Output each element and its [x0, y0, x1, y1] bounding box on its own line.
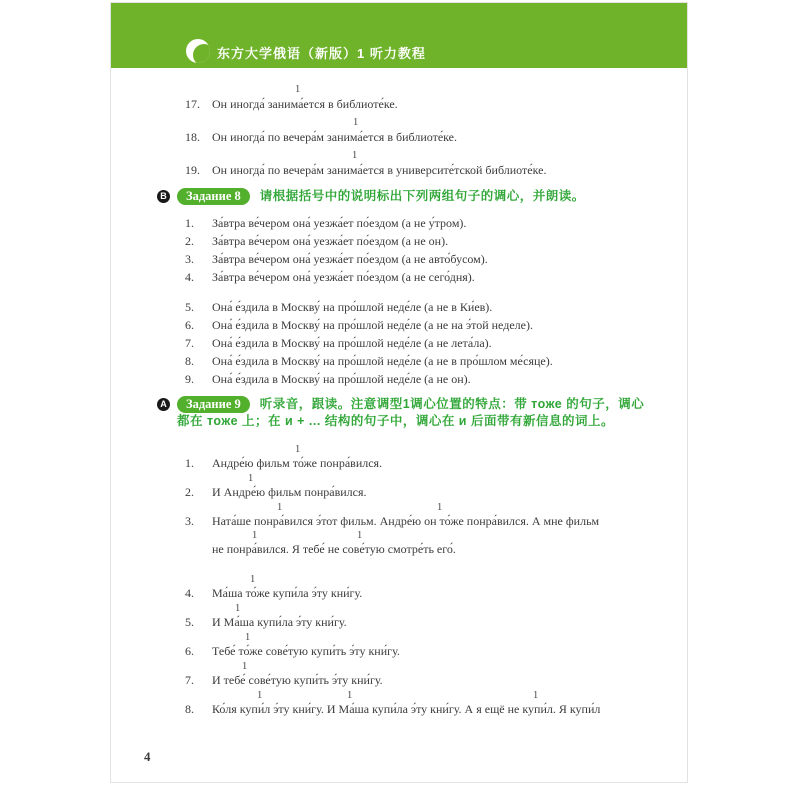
sentence-line	[111, 150, 687, 178]
sentence-text	[185, 352, 687, 370]
intonation-mark: 1	[295, 84, 301, 95]
intonation-mark: 1	[353, 117, 359, 128]
sentence-line	[111, 370, 687, 388]
item-number: 5.	[185, 299, 194, 314]
sentence-item	[111, 268, 687, 286]
sentence-text	[185, 129, 687, 145]
item-number: 5.	[185, 614, 194, 629]
sentence: Ната́ше понра́вился э́тот фильм. Андре́ю он то́же понра́вился. А мне фильм	[212, 513, 600, 528]
item-number: 17.	[185, 97, 200, 111]
sentence-text	[185, 643, 687, 660]
intonation-mark-row	[212, 117, 687, 129]
intro-sentence-list	[111, 84, 687, 178]
item-number: 8.	[185, 353, 194, 368]
item-number: 3.	[185, 513, 194, 528]
sentence: И тебе́ сове́тую купи́ть э́ту кни́гу.	[212, 672, 383, 687]
sentence-text	[185, 334, 687, 352]
audio-track-icon: B	[157, 190, 170, 203]
sentence-line	[111, 502, 687, 530]
sentence-line	[111, 117, 687, 145]
item-number: 18.	[185, 130, 200, 144]
sentence-text	[185, 455, 687, 472]
sentence-item	[111, 150, 687, 178]
item-number: 6.	[185, 317, 194, 332]
sentence: Она́ е́здила в Москву́ на про́шлой неде́ле (а не в Ки́ев).	[212, 299, 493, 314]
intonation-mark: 1	[242, 660, 248, 672]
sentence-text	[185, 701, 687, 718]
intonation-mark-row	[212, 574, 687, 585]
intonation-mark-row	[212, 84, 687, 96]
task-instruction: 请根据括号中的说明标出下列两组句子的调心，并朗读。	[259, 189, 585, 203]
intonation-mark-row	[212, 661, 687, 672]
sentence-text	[185, 268, 687, 286]
intonation-mark: 1	[257, 689, 263, 701]
item-number: 1.	[185, 455, 194, 470]
sentence: Тебе́ то́же сове́тую купи́ть э́ту кни́гу.	[212, 643, 400, 658]
intonation-mark: 1	[533, 689, 539, 701]
sentence-item	[111, 603, 687, 631]
sentence: Он иногда́ занима́ется в библиоте́ке.	[212, 97, 398, 111]
intonation-mark-row	[212, 690, 687, 701]
sentence: И Ма́ша купи́ла э́ту кни́гу.	[212, 614, 347, 629]
sentence-item	[111, 632, 687, 660]
intonation-mark: 1	[245, 631, 251, 643]
intonation-mark: 1	[437, 501, 443, 513]
sentence-line	[111, 603, 687, 631]
sentence: Ко́ля купи́л э́ту кни́гу. И Ма́ша купи́ла э́ту кни́гу. А я ещё не купи́л. Я купи́л	[212, 701, 601, 716]
intonation-mark-row	[212, 150, 687, 162]
sentence: Он иногда́ по вечера́м занима́ется в университе́тской библиоте́ке.	[212, 163, 547, 177]
sentence-text	[185, 232, 687, 250]
sentence: Она́ е́здила в Москву́ на про́шлой неде́ле (а не лета́ла).	[212, 335, 492, 350]
sentence-line	[111, 530, 687, 558]
sentence: За́втра ве́чером она́ уезжа́ет по́ездом (а не сего́дня).	[212, 269, 475, 284]
sentence-group	[111, 444, 687, 558]
sentence-line	[111, 444, 687, 472]
sentence-text	[185, 672, 687, 689]
item-number: 6.	[185, 643, 194, 658]
intonation-mark-row	[212, 603, 687, 614]
sentence-line	[111, 334, 687, 352]
sentence-text	[185, 250, 687, 268]
sentence-item	[111, 690, 687, 718]
publisher-logo-icon	[186, 39, 210, 63]
item-number: 9.	[185, 371, 194, 386]
sentence-item	[111, 298, 687, 316]
sentence-item	[111, 502, 687, 558]
sentence-line	[111, 84, 687, 112]
sentence-item	[111, 117, 687, 145]
book-title: 东方大学俄语（新版）1 听力教程	[217, 46, 426, 61]
sentence-text	[185, 316, 687, 334]
sentence-text	[212, 541, 687, 558]
sentence-text	[185, 513, 687, 530]
sentence-line	[111, 352, 687, 370]
sentence: И Андре́ю фильм понра́вился.	[212, 484, 367, 499]
sentence: Андре́ю фильм то́же понра́вился.	[212, 455, 383, 470]
sentence-line	[111, 268, 687, 286]
page-content	[111, 68, 687, 719]
sentence-group	[111, 298, 687, 388]
sentence-text	[185, 614, 687, 631]
task-badge: Задание 9	[177, 396, 250, 413]
sentence: Ма́ша то́же купи́ла э́ту кни́гу.	[212, 585, 363, 600]
task-9-sentences	[111, 444, 687, 718]
sentence-item	[111, 316, 687, 334]
sentence-text	[185, 585, 687, 602]
sentence-group	[111, 574, 687, 718]
intonation-mark: 1	[250, 573, 256, 585]
sentence-line	[111, 250, 687, 268]
book-page	[110, 2, 688, 783]
intonation-mark: 1	[235, 602, 241, 614]
sentence-line	[111, 574, 687, 602]
sentence-text	[185, 214, 687, 232]
item-number: 2.	[185, 484, 194, 499]
sentence-item	[111, 444, 687, 472]
sentence: Она́ е́здила в Москву́ на про́шлой неде́ле (а не на э́той неделе).	[212, 317, 533, 332]
audio-track-icon: A	[157, 398, 170, 411]
sentence-item	[111, 250, 687, 268]
sentence: За́втра ве́чером она́ уезжа́ет по́ездом (а не он).	[212, 233, 449, 248]
sentence-item	[111, 370, 687, 388]
intonation-mark: 1	[357, 529, 363, 541]
task-instruction: 听录音，跟读。注意调型1调心位置的特点：带 тоже 的句子，调心都在 тоже 上；在 и + ... 结构的句子中，调心在 и 后面带有新信息的词上。	[177, 396, 645, 428]
sentence: не понра́вился. Я тебе́ не сове́тую смотре́ть его́.	[212, 541, 456, 556]
sentence-item	[111, 473, 687, 501]
sentence-line	[111, 473, 687, 501]
intonation-mark: 1	[252, 529, 258, 541]
task-badge: Задание 8	[177, 188, 250, 205]
intonation-mark: 1	[347, 689, 353, 701]
intonation-mark: 1	[277, 501, 283, 513]
intonation-mark: 1	[352, 150, 358, 161]
sentence: Он иногда́ по вечера́м занима́ется в библиоте́ке.	[212, 130, 458, 144]
item-number: 2.	[185, 233, 194, 248]
intonation-mark-row	[212, 502, 687, 513]
sentence-item	[111, 214, 687, 232]
sentence-line	[111, 214, 687, 232]
header-bar	[111, 3, 687, 68]
intonation-mark-row	[212, 530, 687, 541]
task-8-header	[111, 188, 687, 206]
sentence-item	[111, 352, 687, 370]
sentence-text	[185, 162, 687, 178]
item-number: 1.	[185, 215, 194, 230]
sentence: За́втра ве́чером она́ уезжа́ет по́ездом (а не у́тром).	[212, 215, 467, 230]
sentence-group	[111, 214, 687, 286]
intonation-mark-row	[212, 473, 687, 484]
sentence-line	[111, 690, 687, 718]
sentence-line	[111, 232, 687, 250]
item-number: 7.	[185, 335, 194, 350]
task-9-header	[111, 396, 687, 431]
item-number: 4.	[185, 585, 194, 600]
item-number: 19.	[185, 163, 200, 177]
sentence: Она́ е́здила в Москву́ на про́шлой неде́ле (а не он).	[212, 371, 471, 386]
sentence-item	[111, 661, 687, 689]
sentence-item	[111, 334, 687, 352]
sentence-text	[185, 298, 687, 316]
item-number: 4.	[185, 269, 194, 284]
intonation-mark: 1	[248, 472, 254, 484]
sentence: За́втра ве́чером она́ уезжа́ет по́ездом (а не авто́бусом).	[212, 251, 488, 266]
intonation-mark: 1	[295, 443, 301, 455]
sentence-line	[111, 632, 687, 660]
item-number: 8.	[185, 701, 194, 716]
sentence-line	[111, 298, 687, 316]
item-number: 7.	[185, 672, 194, 687]
sentence-text	[185, 96, 687, 112]
sentence-line	[111, 661, 687, 689]
sentence-line	[111, 316, 687, 334]
sentence-text	[185, 484, 687, 501]
task-8-sentences	[111, 214, 687, 388]
sentence-item	[111, 574, 687, 602]
intonation-mark-row	[212, 632, 687, 643]
page-number: 4	[144, 749, 151, 764]
sentence-item	[111, 84, 687, 112]
sentence-text	[185, 370, 687, 388]
sentence: Она́ е́здила в Москву́ на про́шлой неде́ле (а не в про́шлом ме́сяце).	[212, 353, 553, 368]
item-number: 3.	[185, 251, 194, 266]
sentence-item	[111, 232, 687, 250]
intonation-mark-row	[212, 444, 687, 455]
